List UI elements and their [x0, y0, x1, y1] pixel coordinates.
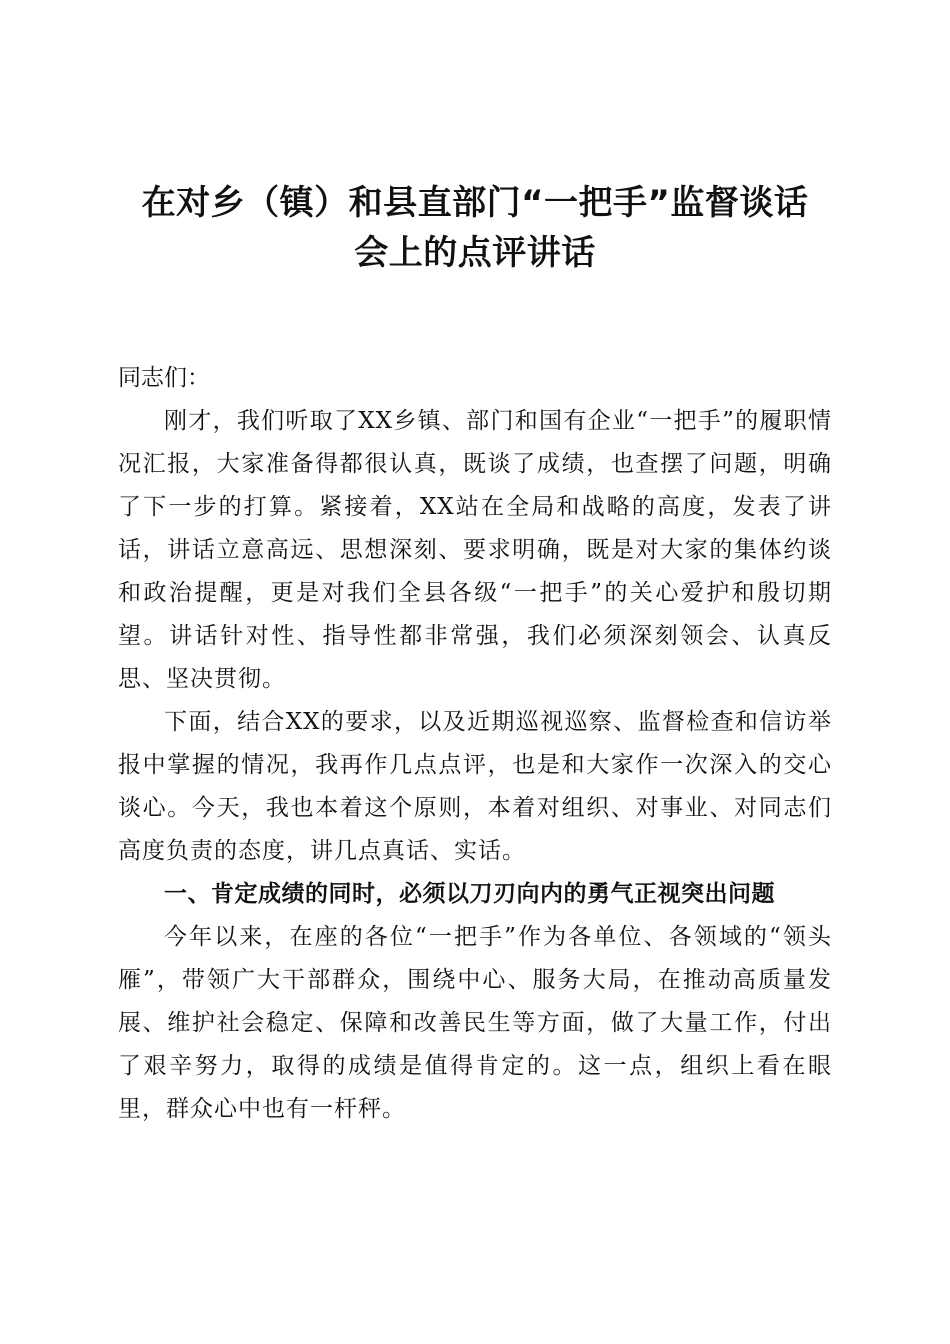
document-page	[118, 178, 832, 1131]
paragraph-2: 下面，结合XX的要求，以及近期巡视巡察、监督检查和信访举报中掌握的情况，我再作几点点评，也是和大家作一次深入的交心谈心。今天，我也本着这个原则，本着对组织、对事业、对同志们高度负责的态度，讲几点真话、实话。	[118, 709, 832, 864]
section-heading-1: 一、肯定成绩的同时，必须以刀刃向内的勇气正视突出问题	[164, 881, 775, 907]
document-title	[118, 178, 832, 278]
paragraph-1: 刚才，我们听取了XX乡镇、部门和国有企业“一把手”的履职情况汇报，大家准备得都很认真，既谈了成绩，也查摆了问题，明确了下一步的打算。紧接着，XX站在全局和战略的高度，发表了讲话，讲话立意高远、思想深刻、要求明确，既是对大家的集体约谈和政治提醒，更是对我们全县各级“一把手”的关心爱护和殷切期望。讲话针对性、指导性都非常强，我们必须深刻领会、认真反思、坚决贯彻。	[118, 408, 832, 692]
section-1-paragraph-1: 今年以来，在座的各位“一把手”作为各单位、各领域的“领头雁”，带领广大干部群众，围绕中心、服务大局，在推动高质量发展、维护社会稳定、保障和改善民生等方面，做了大量工作，付出了艰辛努力，取得的成绩是值得肯定的。这一点，组织上看在眼里，群众心中也有一杆秤。	[118, 924, 832, 1122]
title-line-2: 会上的点评讲话	[354, 233, 596, 273]
salutation: 同志们：	[118, 365, 210, 391]
title-line-1: 在对乡（镇）和县直部门“一把手”监督谈话	[141, 183, 809, 223]
